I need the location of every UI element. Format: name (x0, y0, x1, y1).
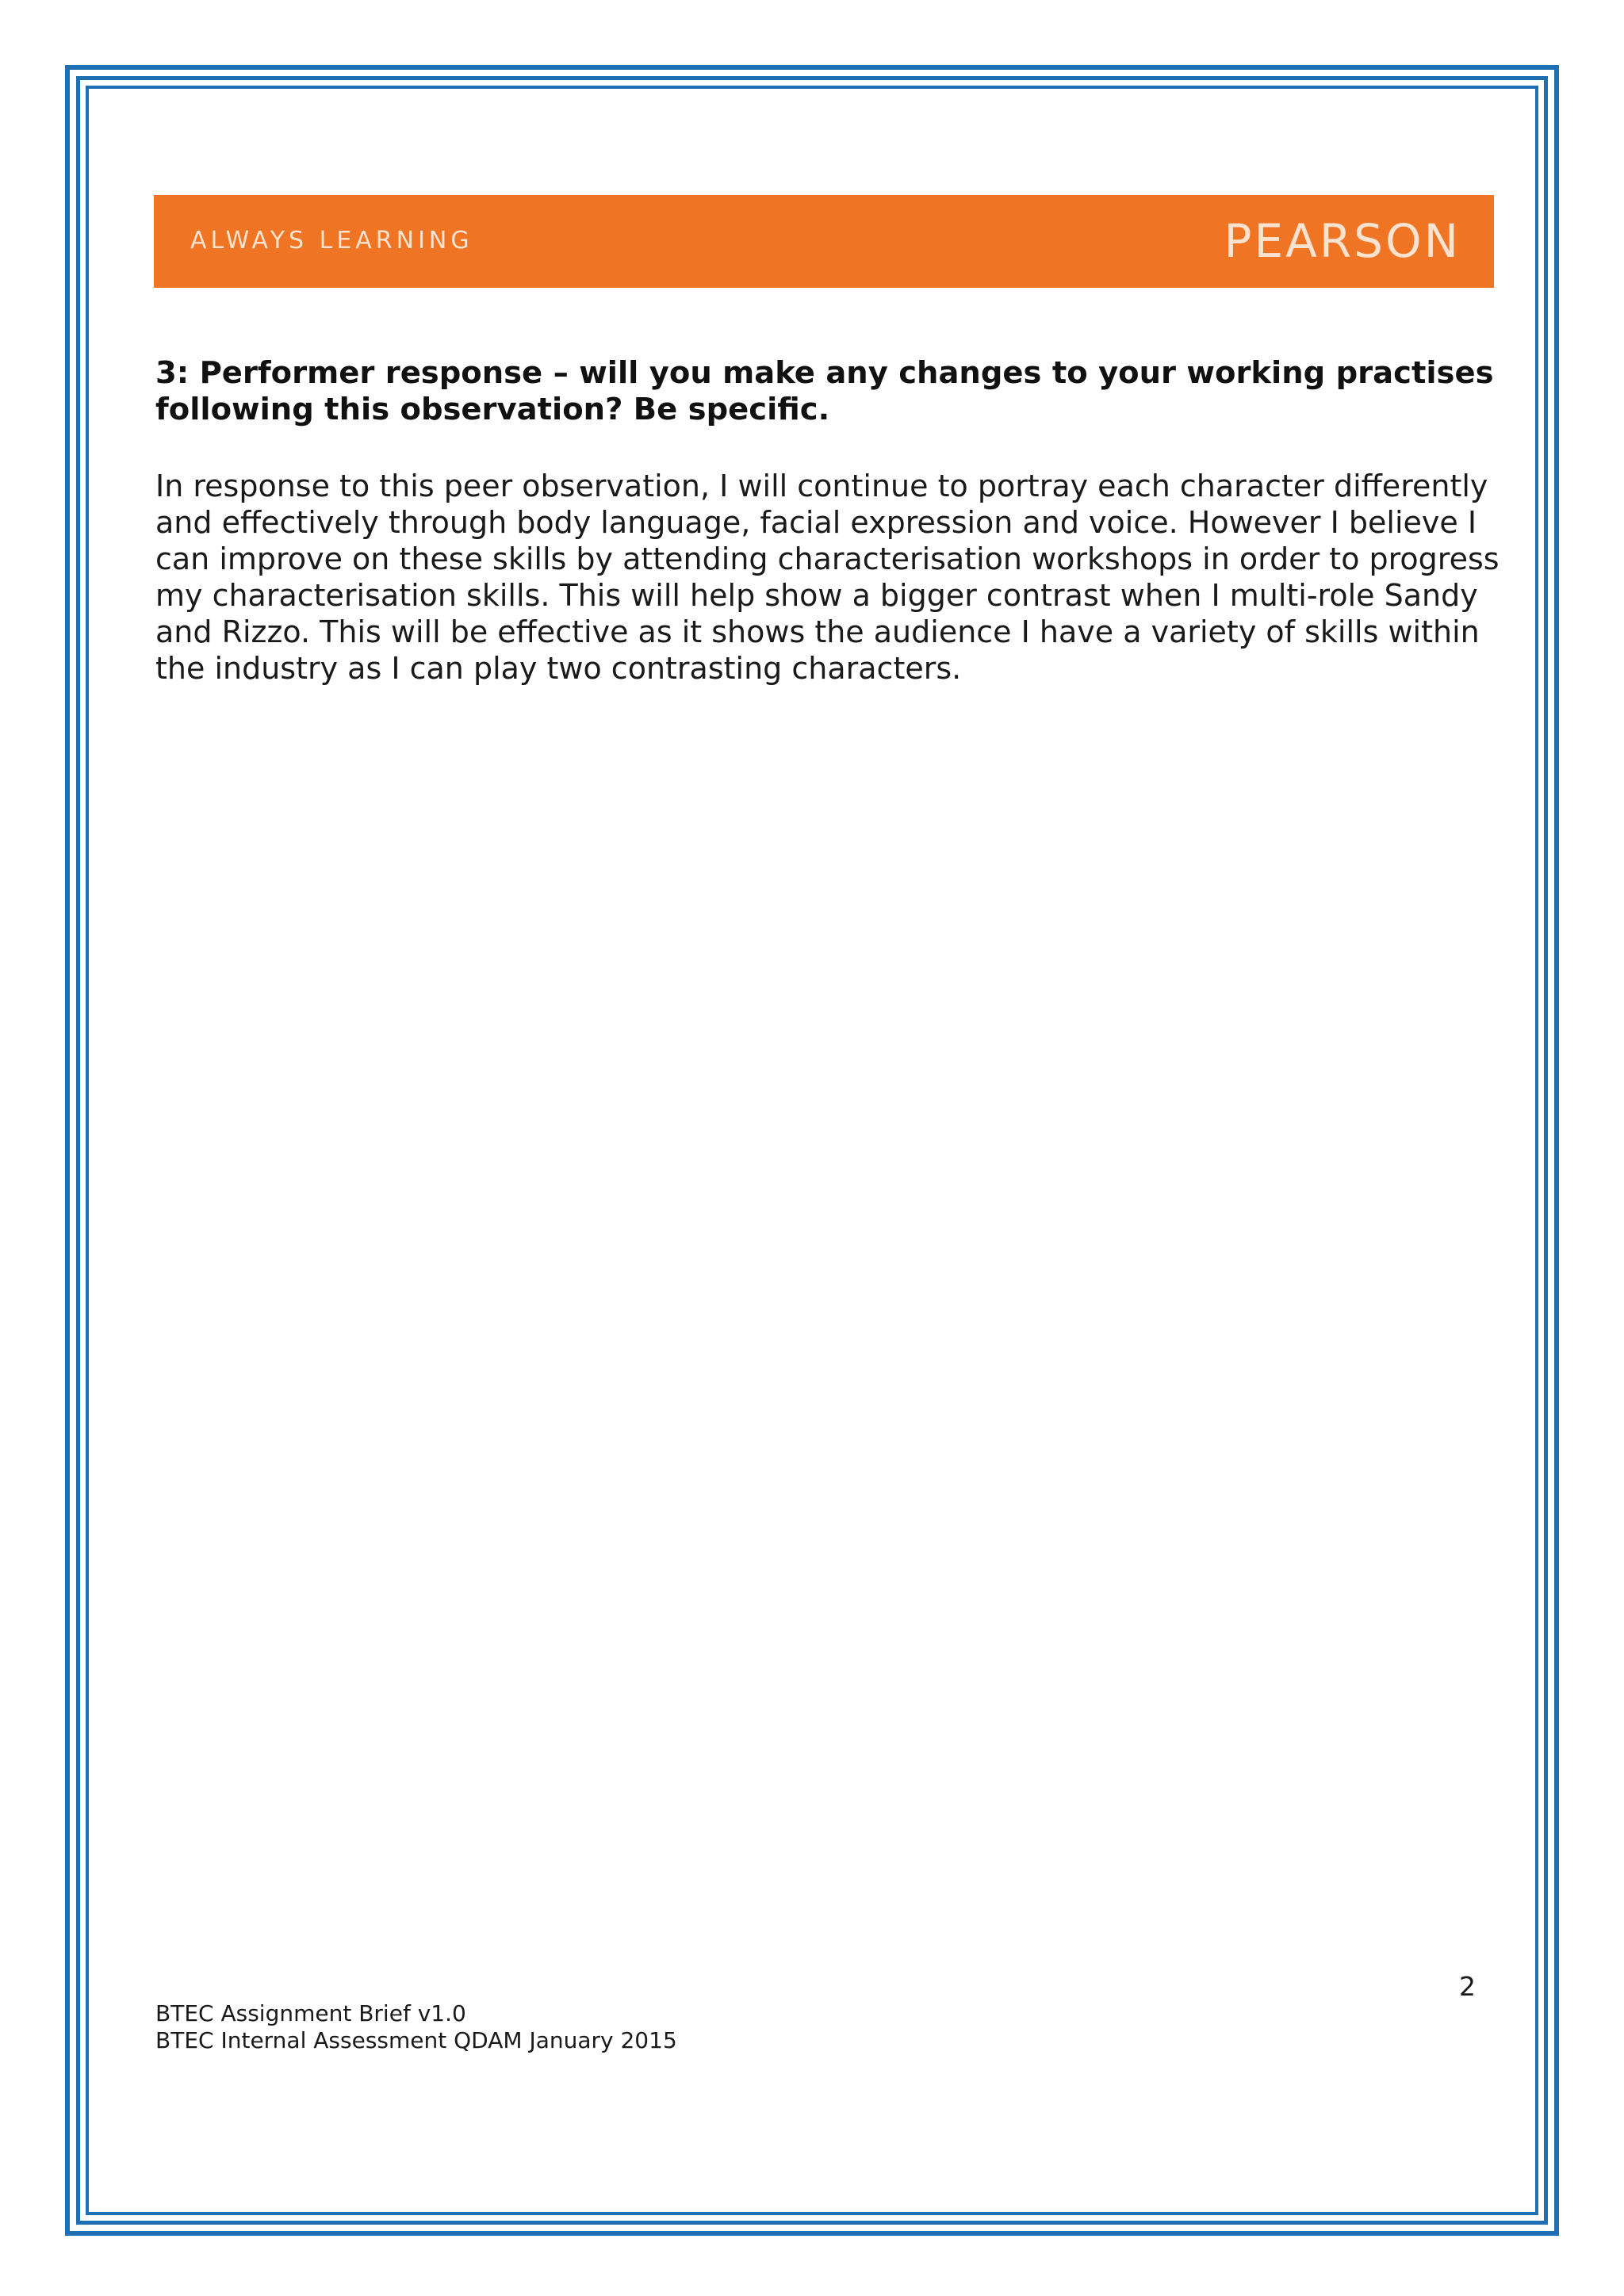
pearson-banner (154, 195, 1494, 288)
footer-line-1: BTEC Assignment Brief v1.0 (155, 2000, 466, 2026)
footer-line-2: BTEC Internal Assessment QDAM January 2015 (155, 2027, 677, 2053)
section-heading: 3: Performer response – will you make any changes to your working practises following this observation? Be specific. (155, 355, 1494, 427)
response-paragraph: In response to this peer observation, I will continue to portray each character differently and effectively through body language, facial expression and voice. However I believe I can improve on these skills by attending characterisation workshops in order to progress my characterisation skills. This will help show a bigger contrast when I multi-role Sandy and Rizzo. This will be effective as it shows the audience I have a variety of skills within the industry as I can play two contrasting characters. (155, 469, 1500, 686)
page-number: 2 (1459, 1971, 1476, 2002)
pearson-logo: PEARSON (1224, 214, 1461, 268)
banner-tagline: ALWAYS LEARNING (190, 227, 473, 254)
footer (155, 2000, 677, 2054)
